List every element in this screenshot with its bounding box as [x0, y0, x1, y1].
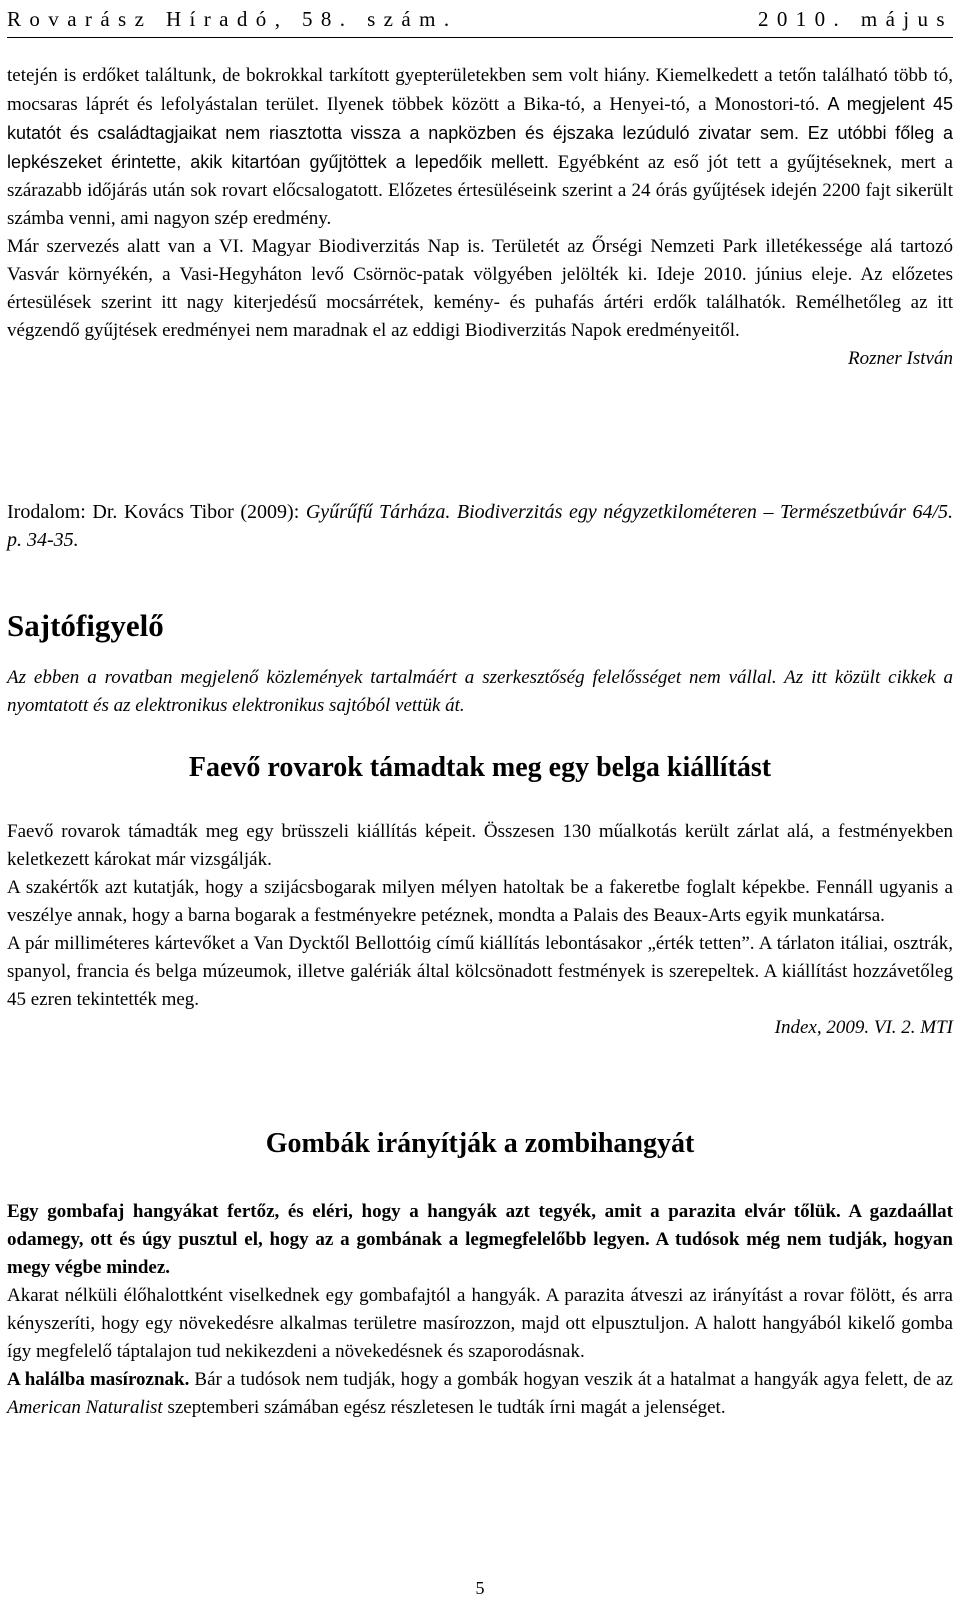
- article-2-body: [7, 1198, 953, 1422]
- section-disclaimer: [7, 664, 953, 720]
- article-2-paragraph-2: [7, 1366, 953, 1422]
- article-2-text-a: Bár a tudósok nem tudják, hogy a gombák hogyan veszik át a hatalmat a hangyák agya felett, de az: [189, 1369, 953, 1390]
- article-2-lead: Egy gombafaj hangyákat fertőz, és eléri, hogy a hangyák azt tegyék, amit a parazita elvár tőlük. A gazdaállat odamegy, ott és úgy pusztul el, hogy az a gombának a legmegfelelőbb legyen. A tudósok még nem tudják, hogyan megy végbe mindez.: [7, 1201, 953, 1278]
- article-1-paragraph-1: Faevő rovarok támadták meg egy brüsszeli kiállítás képeit. Összesen 130 műalkotás került zárlat alá, a festményekben keletkezett károkat már vizsgálják.: [7, 821, 953, 870]
- author-signature: Rozner István: [847, 348, 953, 369]
- article-1-source: Index, 2009. VI. 2. MTI: [774, 1017, 953, 1038]
- biodiversity-day-paragraph: Már szervezés alatt van a VI. Magyar Biodiverzitás Nap is. Területét az Őrségi Nemzeti Park illetékessége alá tartozó Vasvár környékén, a Vasi-Hegyháton levő Csörnöc-patak völgyében jelölték ki. Ideje 2010. június eleje. Az előzetes értesülések szerint itt nagy kiterjedésű mocsárrétek, kemény- és puhafás ártéri erdők találhatók. Remélhetőleg az itt végzendő gyűjtések eredményei nem maradnak el az eddigi Biodiverzitás Napok eredményeitől.: [7, 236, 953, 341]
- literature-reference: [7, 498, 953, 554]
- running-header: [7, 7, 953, 33]
- article-2-title: Gombák irányítják a zombihangyát: [265, 1128, 695, 1159]
- article-2-subhead: A halálba masíroznak.: [7, 1369, 190, 1390]
- intro-sentence-3: Egyébként az eső jót tett a gyűjtéseknek, mert a szárazabb időjárás után sok rovart előcsalogatott. Előzetes értesüléseink szerint a 24 órás gyűjtések idején 2200 fajt sikerült számba venni, ami nagyon szép eredmény.: [7, 152, 953, 229]
- literature-title: Gyűrűfű Tárháza. Biodiverzitás egy négyzetkilométeren – Természetbúvár 64/5. p. 34-35.: [7, 501, 954, 551]
- article-1-paragraph-2: A szakértők azt kutatják, hogy a szijácsbogarak milyen mélyen hatoltak be a fakeretbe foglalt képekbe. Fennáll ugyanis a veszélye annak, hogy a barna bogarak a festményekre petéznek, mondta a Palais des Beaux-Arts egyik munkatársa.: [7, 877, 953, 926]
- article-1-paragraph-3: A pár milliméteres kártevőket a Van Dycktől Bellottóig című kiállítás lebontásakor „érték tetten”. A tárlaton itáliai, osztrák, spanyol, francia és belga múzeumok, illetve galériák által kölcsönadott festmények is szerepeltek. A kiállítást hozzávetőleg 45 ezren tekintették meg.: [7, 933, 953, 1010]
- literature-prefix: Irodalom: Dr. Kovács Tibor (2009):: [7, 501, 306, 523]
- page-number: 5: [475, 1578, 485, 1598]
- intro-sentence-2: A megjelent 45 kutatót és családtagjaikat nem riasztotta vissza a napközben és éjszaka lezúduló zivatar sem. Ez utóbbi főleg a lepkészeket érintette, akik kitartóan gyűjtöttek a lepedőik mellett.: [7, 94, 953, 172]
- intro-sentence-1: tetején is erdőket találtunk, de bokrokkal tarkított gyepterületekben sem volt hiány. Kiemelkedett a tetőn található több tó, mocsaras láprét és lefolyástalan terület. Ilyenek többek között a Bika-tó, a Henyei-tó, a Monostori-tó.: [7, 65, 953, 115]
- header-date: 2010. május: [757, 7, 953, 31]
- header-journal-title: Rovarász Híradó, 58. szám.: [7, 7, 458, 31]
- article-2-paragraph-1: Akarat nélküli élőhalottként viselkednek egy gombafajtól a hangyák. A parazita átveszi az irányítást a rovar fölött, és arra kényszeríti, hogy egy növekedésre alkalmas területre masírozzon, majd ott elpusztuljon. A halott hangyából kikelő gomba így megfelelő táptalajon tud nekikezdeni a növekedésnek és szaporodásnak.: [7, 1285, 953, 1362]
- intro-paragraph: [7, 62, 953, 373]
- article-2-text-b: szeptemberi számában egész részletesen le tudták írni magát a jelenséget.: [162, 1397, 726, 1418]
- header-rule: [7, 37, 953, 38]
- article-1-title: Faevő rovarok támadtak meg egy belga kiállítást: [188, 752, 772, 783]
- disclaimer-text: Az ebben a rovatban megjelenő közlemények tartalmáért a szerkesztőség felelősséget nem vállal. Az itt közült cikkek a nyomtatott és az elektronikus elektronikus sajtóból vettük át.: [7, 667, 953, 716]
- journal-name: American Naturalist: [7, 1397, 163, 1418]
- section-title: Sajtófigyelő: [7, 608, 164, 643]
- article-1-body: [7, 818, 953, 1042]
- intro-text: [7, 62, 953, 233]
